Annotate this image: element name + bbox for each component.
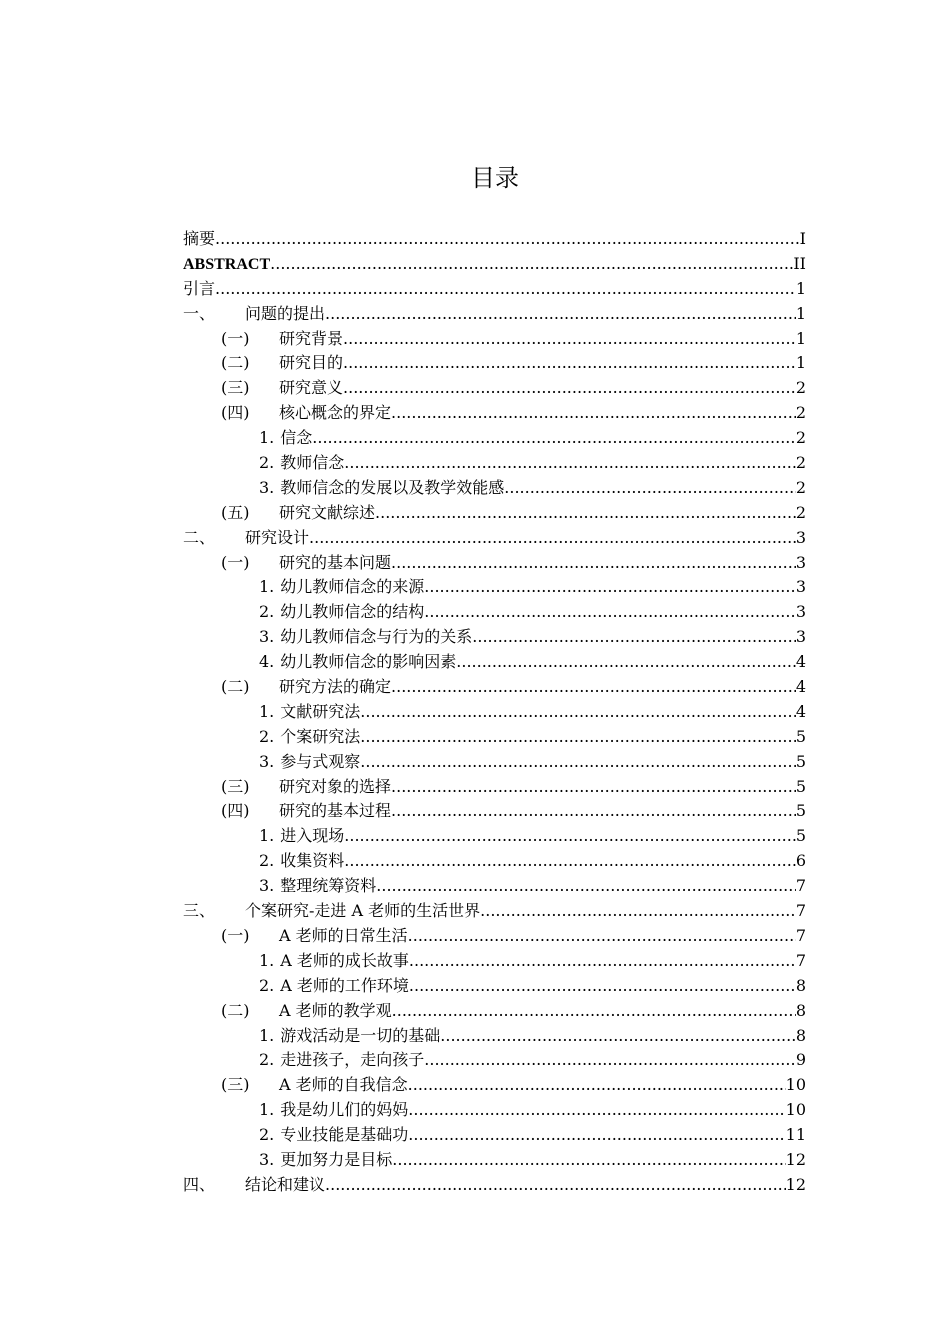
toc-entry-number: 3.	[259, 1149, 275, 1169]
toc-entry[interactable]	[183, 1073, 806, 1098]
dot-leader	[344, 824, 796, 849]
toc-entry-page: 5	[795, 776, 806, 796]
toc-entry-label: 整理统筹资料	[280, 876, 377, 896]
toc-entry[interactable]	[183, 700, 806, 725]
toc-entry-label: 收集资料	[280, 851, 345, 871]
toc-entry-label: 问题的提出	[245, 303, 326, 323]
toc-entry-page: 2	[795, 378, 806, 398]
dot-leader	[408, 1073, 786, 1098]
toc-entry-label: 结论和建议	[245, 1174, 326, 1194]
toc-entry-label: 游戏活动是一切的基础	[280, 1025, 441, 1045]
dot-leader	[360, 700, 796, 725]
toc-entry-page: 9	[795, 1050, 806, 1070]
toc-title: 目录	[471, 164, 519, 192]
toc-entry-label: 文献研究法	[280, 701, 361, 721]
toc-entry-label: 幼儿教师信念的影响因素	[280, 652, 457, 672]
toc-entry-number: 2.	[259, 975, 275, 995]
toc-entry-number: 2.	[259, 453, 275, 473]
toc-entry-number: (三)	[221, 378, 250, 398]
table-of-contents	[183, 227, 806, 1198]
toc-entry-page: II	[793, 253, 806, 273]
toc-entry-page: 1	[795, 353, 806, 373]
toc-entry[interactable]	[183, 650, 806, 675]
dot-leader	[215, 227, 800, 252]
toc-entry-number: 1.	[259, 428, 275, 448]
toc-entry-page: 12	[785, 1174, 806, 1194]
toc-entry-number: (三)	[221, 776, 250, 796]
toc-entry-number: 1.	[259, 1100, 275, 1120]
dot-leader	[409, 974, 796, 999]
toc-entry[interactable]	[183, 1024, 806, 1049]
dot-leader	[391, 799, 796, 824]
dot-leader	[375, 501, 796, 526]
dot-leader	[344, 849, 796, 874]
toc-entry-number: 3.	[259, 876, 275, 896]
toc-entry-page: 8	[795, 975, 806, 995]
toc-entry-number: 2.	[259, 1125, 275, 1145]
toc-entry-number: 4.	[259, 652, 275, 672]
toc-entry-label: A 老师的教学观	[279, 1000, 392, 1020]
toc-entry-label: 研究背景	[279, 328, 344, 348]
toc-entry-page: 5	[795, 801, 806, 821]
toc-entry-label: A 老师的日常生活	[279, 925, 408, 945]
toc-entry-page: 6	[795, 851, 806, 871]
toc-entry-number: 3.	[259, 627, 275, 647]
toc-entry-page: 10	[785, 1075, 806, 1095]
toc-entry-page: 7	[795, 925, 806, 945]
toc-entry-number: 2.	[259, 602, 275, 622]
dot-leader	[360, 750, 796, 775]
toc-entry[interactable]	[183, 551, 806, 576]
toc-entry-page: 2	[795, 502, 806, 522]
toc-entry[interactable]	[183, 351, 806, 376]
toc-entry[interactable]	[183, 227, 806, 252]
toc-entry[interactable]	[183, 824, 806, 849]
toc-entry-number: (四)	[221, 801, 250, 821]
toc-entry-label: 研究方法的确定	[279, 677, 392, 697]
toc-entry-label: 个案研究法	[280, 726, 361, 746]
toc-entry-number: (二)	[221, 677, 250, 697]
toc-entry-label: A 老师的工作环境	[280, 975, 409, 995]
toc-entry-number: 四、	[183, 1174, 216, 1194]
toc-entry-number: (一)	[221, 925, 250, 945]
toc-entry-label: 幼儿教师信念的结构	[280, 602, 425, 622]
toc-entry-label: 教师信念的发展以及教学效能感	[280, 477, 505, 497]
toc-entry[interactable]	[183, 277, 806, 302]
toc-entry[interactable]	[183, 625, 806, 650]
dot-leader	[504, 476, 796, 501]
toc-entry-label: A 老师的自我信念	[279, 1075, 408, 1095]
dot-leader	[343, 351, 796, 376]
toc-entry-page: 7	[795, 901, 806, 921]
toc-entry-page: 4	[795, 652, 806, 672]
toc-entry[interactable]	[183, 775, 806, 800]
dot-leader	[325, 1173, 786, 1198]
toc-entry-number: 一、	[183, 303, 216, 323]
toc-entry-label: 参与式观察	[280, 751, 361, 771]
toc-entry-label: 研究对象的选择	[279, 776, 392, 796]
dot-leader	[409, 949, 796, 974]
dot-leader	[456, 650, 796, 675]
toc-entry-page: 3	[795, 627, 806, 647]
toc-entry-page: 4	[795, 701, 806, 721]
dot-leader	[424, 1048, 796, 1073]
dot-leader	[376, 874, 796, 899]
toc-entry-number: (一)	[221, 328, 250, 348]
toc-entry-page: 3	[795, 552, 806, 572]
toc-entry-label: 摘要	[183, 229, 216, 248]
toc-entry-label: 研究目的	[279, 353, 344, 373]
toc-entry-label: 研究文献综述	[279, 502, 376, 522]
dot-leader	[343, 376, 796, 401]
toc-entry-number: 2.	[259, 1050, 275, 1070]
toc-entry-label: 引言	[183, 278, 216, 298]
toc-entry[interactable]	[183, 675, 806, 700]
toc-entry[interactable]	[183, 1123, 806, 1148]
toc-entry-page: 5	[795, 751, 806, 771]
toc-entry-page: 2	[795, 403, 806, 423]
toc-entry-label: 幼儿教师信念的来源	[280, 577, 425, 597]
dot-leader	[391, 551, 796, 576]
toc-entry[interactable]	[183, 874, 806, 899]
toc-entry-page: 3	[795, 602, 806, 622]
toc-entry-label: 我是幼儿们的妈妈	[280, 1100, 409, 1120]
dot-leader	[325, 302, 796, 327]
toc-entry-number: (四)	[221, 403, 250, 423]
toc-entry[interactable]	[183, 1098, 806, 1123]
dot-leader	[440, 1024, 796, 1049]
toc-entry-label: 研究设计	[245, 527, 310, 547]
toc-entry-page: 4	[795, 677, 806, 697]
toc-entry[interactable]	[183, 949, 806, 974]
toc-entry-number: (二)	[221, 353, 250, 373]
dot-leader	[424, 600, 796, 625]
dot-leader	[309, 526, 796, 551]
toc-entry-page: 1	[795, 278, 806, 298]
toc-entry-label: 走进孩子，走向孩子	[280, 1050, 425, 1070]
dot-leader	[391, 401, 796, 426]
toc-entry-label: ABSTRACT	[183, 255, 271, 273]
dot-leader	[392, 1148, 785, 1173]
toc-entry-page: 2	[795, 453, 806, 473]
toc-entry[interactable]	[183, 426, 806, 451]
toc-entry-label: 进入现场	[280, 826, 345, 846]
toc-entry-number: (三)	[221, 1075, 250, 1095]
toc-entry[interactable]	[183, 750, 806, 775]
toc-entry-page: 1	[795, 328, 806, 348]
toc-entry-page: 2	[795, 477, 806, 497]
dot-leader	[480, 899, 796, 924]
toc-entry-page: 11	[785, 1125, 806, 1145]
toc-entry-page: 1	[795, 303, 806, 323]
toc-entry-label: 专业技能是基础功	[280, 1125, 409, 1145]
toc-entry-number: 2.	[259, 726, 275, 746]
toc-entry[interactable]	[183, 476, 806, 501]
toc-entry-page: 12	[785, 1149, 806, 1169]
toc-entry[interactable]	[183, 1048, 806, 1073]
toc-entry-label: 教师信念	[280, 453, 345, 473]
toc-entry-number: 3.	[259, 477, 275, 497]
dot-leader	[424, 575, 796, 600]
toc-entry-label: 研究的基本问题	[279, 552, 392, 572]
toc-entry[interactable]	[183, 1173, 806, 1198]
toc-entry-number: 三、	[183, 901, 216, 921]
toc-entry[interactable]	[183, 924, 806, 949]
dot-leader	[215, 277, 796, 302]
toc-entry[interactable]	[183, 575, 806, 600]
toc-entry-label: 研究的基本过程	[279, 801, 392, 821]
toc-entry-page: 5	[795, 826, 806, 846]
toc-entry-label: 信念	[280, 428, 313, 448]
toc-entry-number: 1.	[259, 701, 275, 721]
toc-entry[interactable]	[183, 600, 806, 625]
toc-entry[interactable]	[183, 999, 806, 1024]
dot-leader	[408, 924, 796, 949]
toc-entry-page: 7	[795, 950, 806, 970]
dot-leader	[472, 625, 796, 650]
toc-entry-label: 更加努力是目标	[280, 1149, 393, 1169]
toc-entry-number: 二、	[183, 527, 216, 547]
dot-leader	[391, 675, 796, 700]
toc-entry-label: 核心概念的界定	[279, 403, 392, 423]
toc-entry[interactable]	[183, 974, 806, 999]
toc-entry[interactable]	[183, 252, 806, 277]
dot-leader	[344, 451, 796, 476]
toc-entry[interactable]	[183, 501, 806, 526]
toc-entry[interactable]	[183, 899, 806, 924]
toc-entry-page: 2	[795, 428, 806, 448]
toc-entry-label: A 老师的成长故事	[280, 950, 409, 970]
toc-entry-page: 3	[795, 577, 806, 597]
dot-leader	[408, 1123, 785, 1148]
toc-entry-page: 8	[795, 1025, 806, 1045]
dot-leader	[343, 327, 796, 352]
toc-entry-number: 1.	[259, 950, 275, 970]
toc-entry-number: (二)	[221, 1000, 250, 1020]
toc-entry[interactable]	[183, 376, 806, 401]
toc-entry[interactable]	[183, 799, 806, 824]
toc-entry-page: 10	[785, 1100, 806, 1120]
dot-leader	[392, 999, 796, 1024]
dot-leader	[391, 775, 796, 800]
toc-entry-page: 5	[795, 726, 806, 746]
toc-entry-number: 1.	[259, 1025, 275, 1045]
toc-entry-page: 7	[795, 876, 806, 896]
toc-entry-label: 幼儿教师信念与行为的关系	[280, 627, 473, 647]
toc-entry-number: (一)	[221, 552, 250, 572]
toc-entry[interactable]	[183, 1148, 806, 1173]
toc-entry[interactable]	[183, 327, 806, 352]
toc-entry[interactable]	[183, 725, 806, 750]
toc-entry[interactable]	[183, 302, 806, 327]
toc-entry[interactable]	[183, 849, 806, 874]
toc-entry-number: 3.	[259, 751, 275, 771]
toc-entry[interactable]	[183, 526, 806, 551]
dot-leader	[270, 252, 793, 277]
toc-entry[interactable]	[183, 451, 806, 476]
toc-entry-number: 1.	[259, 577, 275, 597]
toc-entry-number: 1.	[259, 826, 275, 846]
toc-entry[interactable]	[183, 401, 806, 426]
toc-entry-page: 8	[795, 1000, 806, 1020]
toc-entry-number: (五)	[221, 502, 250, 522]
toc-entry-label: 个案研究-走进 A 老师的生活世界	[245, 901, 481, 921]
dot-leader	[360, 725, 796, 750]
toc-entry-label: 研究意义	[279, 378, 344, 398]
toc-entry-page: 3	[795, 527, 806, 547]
dot-leader	[408, 1098, 785, 1123]
toc-entry-page: I	[799, 229, 806, 248]
dot-leader	[312, 426, 796, 451]
toc-entry-number: 2.	[259, 851, 275, 871]
